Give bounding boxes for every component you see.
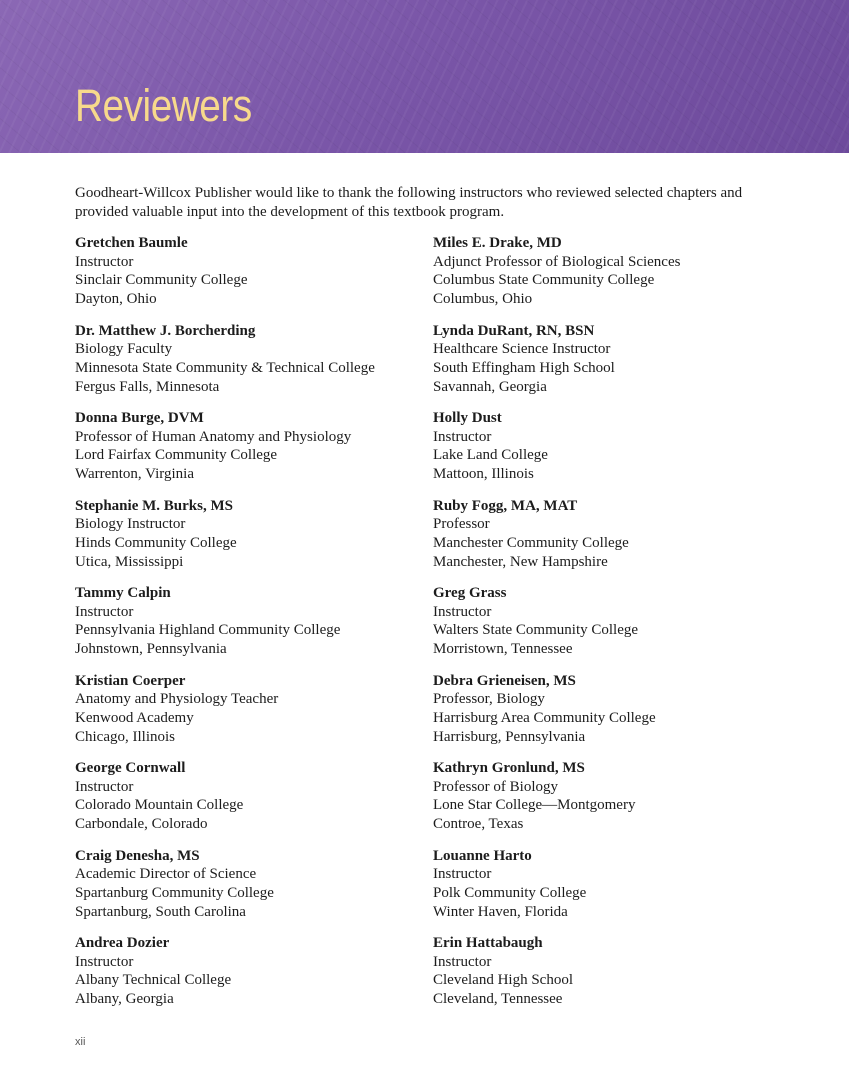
- reviewer-institution: Polk Community College: [433, 884, 587, 901]
- reviewer-institution: Columbus State Community College: [433, 272, 655, 289]
- reviewer-institution: Lone Star College—Montgomery: [433, 797, 636, 814]
- reviewer-title: Instructor: [433, 603, 492, 620]
- intro-paragraph: Goodheart-Willcox Publisher would like to thank the following instructors who reviewed selected chapters and provided valuable input into the development of this textbook program.: [75, 185, 743, 220]
- reviewer-location: Savannah, Georgia: [433, 378, 547, 395]
- reviewer-location: Controe, Texas: [433, 816, 524, 833]
- reviewer-location: Johnstown, Pennsylvania: [75, 641, 227, 658]
- reviewer-location: Chicago, Illinois: [75, 728, 175, 745]
- reviewer-location: Dayton, Ohio: [75, 291, 157, 308]
- reviewer-location: Fergus Falls, Minnesota: [75, 378, 220, 395]
- reviewer-name: Louanne Harto: [433, 847, 532, 864]
- reviewer-entry: [433, 584, 778, 672]
- reviewer-title: Adjunct Professor of Biological Sciences: [433, 253, 681, 270]
- reviewer-name: Erin Hattabaugh: [433, 935, 543, 951]
- reviewer-title: Professor of Human Anatomy and Physiology: [75, 428, 352, 445]
- reviewer-name: Greg Grass: [433, 585, 507, 601]
- reviewer-institution: Cleveland High School: [433, 972, 573, 989]
- reviewer-title: Healthcare Science Instructor: [433, 341, 611, 358]
- reviewer-location: Warrenton, Virginia: [75, 466, 194, 483]
- reviewer-institution: Colorado Mountain College: [75, 797, 244, 814]
- reviewer-title: Professor of Biology: [433, 778, 558, 795]
- reviewer-entry: [75, 934, 420, 1022]
- reviewer-location: Cleveland, Tennessee: [433, 991, 563, 1008]
- reviewer-entry: [75, 322, 420, 410]
- reviewer-title: Instructor: [75, 778, 134, 795]
- reviewer-entry: [433, 497, 778, 585]
- reviewer-institution: Manchester Community College: [433, 534, 629, 551]
- reviewer-name: Miles E. Drake, MD: [433, 235, 562, 251]
- reviewer-entry: [433, 409, 778, 497]
- reviewer-name: Lynda DuRant, RN, BSN: [433, 322, 595, 339]
- reviewer-entry: [433, 847, 778, 935]
- reviewer-title: Instructor: [433, 953, 492, 970]
- reviewer-name: Kristian Coerper: [75, 672, 186, 689]
- reviewer-title: Instructor: [433, 866, 492, 883]
- reviewer-title: Instructor: [75, 253, 134, 270]
- reviewer-title: Professor: [433, 516, 490, 533]
- reviewer-name: Craig Denesha, MS: [75, 847, 200, 864]
- reviewer-name: Debra Grieneisen, MS: [433, 672, 576, 689]
- reviewer-institution: South Effingham High School: [433, 359, 615, 376]
- reviewer-location: Columbus, Ohio: [433, 291, 533, 308]
- reviewer-name: George Cornwall: [75, 760, 186, 776]
- reviewer-institution: Lord Fairfax Community College: [75, 447, 278, 464]
- page-number: xii: [75, 1036, 86, 1048]
- reviewer-institution: Spartanburg Community College: [75, 884, 274, 901]
- header-banner: [0, 0, 849, 153]
- reviewers-column-right: [433, 234, 778, 1022]
- reviewer-entry: [75, 672, 420, 760]
- reviewer-institution: Harrisburg Area Community College: [433, 709, 656, 726]
- reviewer-location: Utica, Mississippi: [75, 553, 184, 570]
- reviewer-name: Donna Burge, DVM: [75, 410, 204, 426]
- reviewer-name: Ruby Fogg, MA, MAT: [433, 497, 578, 514]
- reviewer-entry: [433, 234, 778, 322]
- reviewer-location: Harrisburg, Pennsylvania: [433, 728, 586, 745]
- reviewer-entry: [75, 497, 420, 585]
- reviewer-title: Instructor: [75, 603, 134, 620]
- reviewer-name: Tammy Calpin: [75, 585, 171, 601]
- reviewer-institution: Lake Land College: [433, 447, 548, 464]
- reviewer-institution: Kenwood Academy: [75, 709, 194, 726]
- reviewer-title: Professor, Biology: [433, 691, 545, 708]
- reviewer-entry: [433, 322, 778, 410]
- reviewer-entry: [433, 934, 778, 1022]
- reviewer-institution: Minnesota State Community & Technical College: [75, 359, 375, 376]
- reviewer-institution: Sinclair Community College: [75, 272, 248, 289]
- reviewer-entry: [75, 234, 420, 322]
- reviewer-title: Biology Instructor: [75, 516, 186, 533]
- reviewer-location: Mattoon, Illinois: [433, 466, 534, 483]
- reviewer-location: Albany, Georgia: [75, 991, 174, 1008]
- reviewer-name: Holly Dust: [433, 410, 502, 426]
- reviewer-title: Instructor: [433, 428, 492, 445]
- reviewer-location: Morristown, Tennessee: [433, 641, 573, 658]
- reviewer-location: Carbondale, Colorado: [75, 816, 208, 833]
- reviewer-institution: Hinds Community College: [75, 534, 237, 551]
- reviewer-title: Academic Director of Science: [75, 866, 257, 883]
- reviewer-name: Andrea Dozier: [75, 935, 170, 951]
- reviewer-entry: [75, 847, 420, 935]
- reviewer-entry: [75, 584, 420, 672]
- reviewer-name: Gretchen Baumle: [75, 235, 188, 251]
- reviewer-location: Winter Haven, Florida: [433, 903, 568, 920]
- reviewer-entry: [433, 672, 778, 760]
- reviewer-entry: [75, 409, 420, 497]
- reviewer-institution: Albany Technical College: [75, 972, 232, 989]
- reviewer-name: Stephanie M. Burks, MS: [75, 497, 233, 514]
- reviewer-location: Manchester, New Hampshire: [433, 553, 608, 570]
- reviewer-entry: [433, 759, 778, 847]
- reviewer-title: Anatomy and Physiology Teacher: [75, 691, 279, 708]
- reviewer-institution: Walters State Community College: [433, 622, 639, 639]
- reviewer-name: Kathryn Gronlund, MS: [433, 760, 585, 776]
- reviewer-location: Spartanburg, South Carolina: [75, 903, 246, 920]
- reviewer-title: Instructor: [75, 953, 134, 970]
- reviewer-institution: Pennsylvania Highland Community College: [75, 622, 341, 639]
- page-title: Reviewers: [75, 80, 252, 131]
- reviewer-title: Biology Faculty: [75, 341, 173, 358]
- reviewer-name: Dr. Matthew J. Borcherding: [75, 322, 256, 339]
- reviewers-column-left: [75, 234, 420, 1022]
- reviewer-entry: [75, 759, 420, 847]
